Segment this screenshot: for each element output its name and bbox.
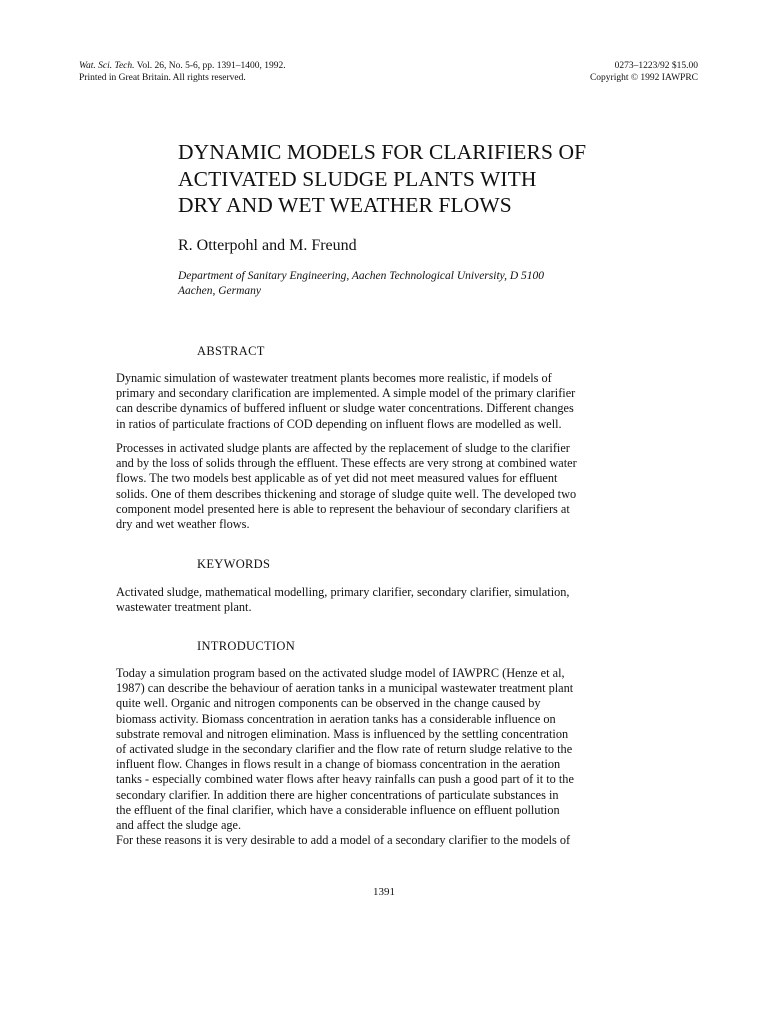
journal-header xyxy=(79,61,286,84)
abstract-paragraph-2 xyxy=(116,441,656,532)
affiliation-line: Aachen, Germany xyxy=(178,284,262,297)
text-line: Today a simulation program based on the activated sludge model of IAWPRC (Henze et al, xyxy=(116,666,565,680)
abstract-paragraph-1 xyxy=(116,371,656,432)
text-line: Activated sludge, mathematical modelling, primary clarifier, secondary clarifier, simulation, xyxy=(116,585,570,599)
text-line: dry and wet weather flows. xyxy=(116,517,250,532)
title-line: ACTIVATED SLUDGE PLANTS WITH xyxy=(178,166,537,191)
text-line: can describe dynamics of buffered influent or sludge water concentrations. Different changes xyxy=(116,401,574,416)
copyright-header xyxy=(590,61,698,84)
text-line: flows. The two models best applicable as of yet did not meet measured values for effluent xyxy=(116,471,558,486)
title-line: DYNAMIC MODELS FOR CLARIFIERS OF xyxy=(178,140,587,164)
title-line: DRY AND WET WEATHER FLOWS xyxy=(178,193,512,217)
text-line: Processes in activated sludge plants are affected by the replacement of sludge to the clarifier xyxy=(116,441,570,455)
text-line: substrate removal and nitrogen elimination. Mass is influenced by the settling concentration xyxy=(116,726,569,741)
paper-title xyxy=(178,139,698,219)
printed-notice: Printed in Great Britain. All rights reserved. xyxy=(79,72,246,83)
text-line: primary and secondary clarification are implemented. A simple model of the primary clarifier xyxy=(116,386,576,401)
text-line: of activated sludge in the secondary clarifier and the flow rate of return sludge relative to the xyxy=(116,742,573,757)
text-line: 1987) can describe the behaviour of aeration tanks in a municipal wastewater treatment plant xyxy=(116,681,574,696)
text-line: the effluent of the final clarifier, which have a considerable influence on effluent pollution xyxy=(116,802,560,817)
text-line: solids. One of them describes thickening and storage of sludge quite well. The developed two xyxy=(116,486,577,501)
page-number: 1391 xyxy=(373,886,395,898)
keywords-text xyxy=(116,585,656,615)
keywords-heading: KEYWORDS xyxy=(197,557,271,571)
abstract-heading: ABSTRACT xyxy=(197,344,265,358)
journal-abbrev: Wat. Sci. Tech. xyxy=(79,61,135,71)
text-line: tanks - especially combined water flows after heavy rainfalls can push a good part of it to the xyxy=(116,772,574,787)
journal-citation: Vol. 26, No. 5-6, pp. 1391–1400, 1992. xyxy=(136,61,286,71)
text-line: and affect the sludge age. xyxy=(116,818,242,833)
text-line: and by the loss of solids through the effluent. These effects are very strong at combined water xyxy=(116,456,577,471)
text-line: component model presented here is able to represent the behaviour of secondary clarifiers at xyxy=(116,501,570,516)
text-line: influent flow. Changes in flows result in a change of biomass concentration in the aeration xyxy=(116,757,561,772)
article-code: 0273–1223/92 $15.00 xyxy=(614,61,698,71)
introduction-heading: INTRODUCTION xyxy=(197,639,296,653)
affiliation xyxy=(178,269,638,298)
text-line: Dynamic simulation of wastewater treatment plants becomes more realistic, if models of xyxy=(116,371,552,385)
copyright-notice: Copyright © 1992 IAWPRC xyxy=(589,72,698,83)
journal-citation-line xyxy=(79,61,286,73)
affiliation-line: Department of Sanitary Engineering, Aachen Technological University, D 5100 xyxy=(178,270,545,282)
text-line: secondary clarifier. In addition there are higher concentrations of particulate substances in xyxy=(116,787,559,802)
introduction-text xyxy=(116,666,656,848)
text-line: in ratios of particulate fractions of COD depending on influent flows are modelled as well. xyxy=(116,416,562,431)
text-line: For these reasons it is very desirable to add a model of a secondary clarifier to the models of xyxy=(116,833,571,848)
text-line: biomass activity. Biomass concentration in aeration tanks has a considerable influence on xyxy=(116,711,556,726)
text-line: quite well. Organic and nitrogen components can be observed in the change caused by xyxy=(116,696,541,711)
authors: R. Otterpohl and M. Freund xyxy=(178,237,357,254)
text-line: wastewater treatment plant. xyxy=(116,600,252,615)
